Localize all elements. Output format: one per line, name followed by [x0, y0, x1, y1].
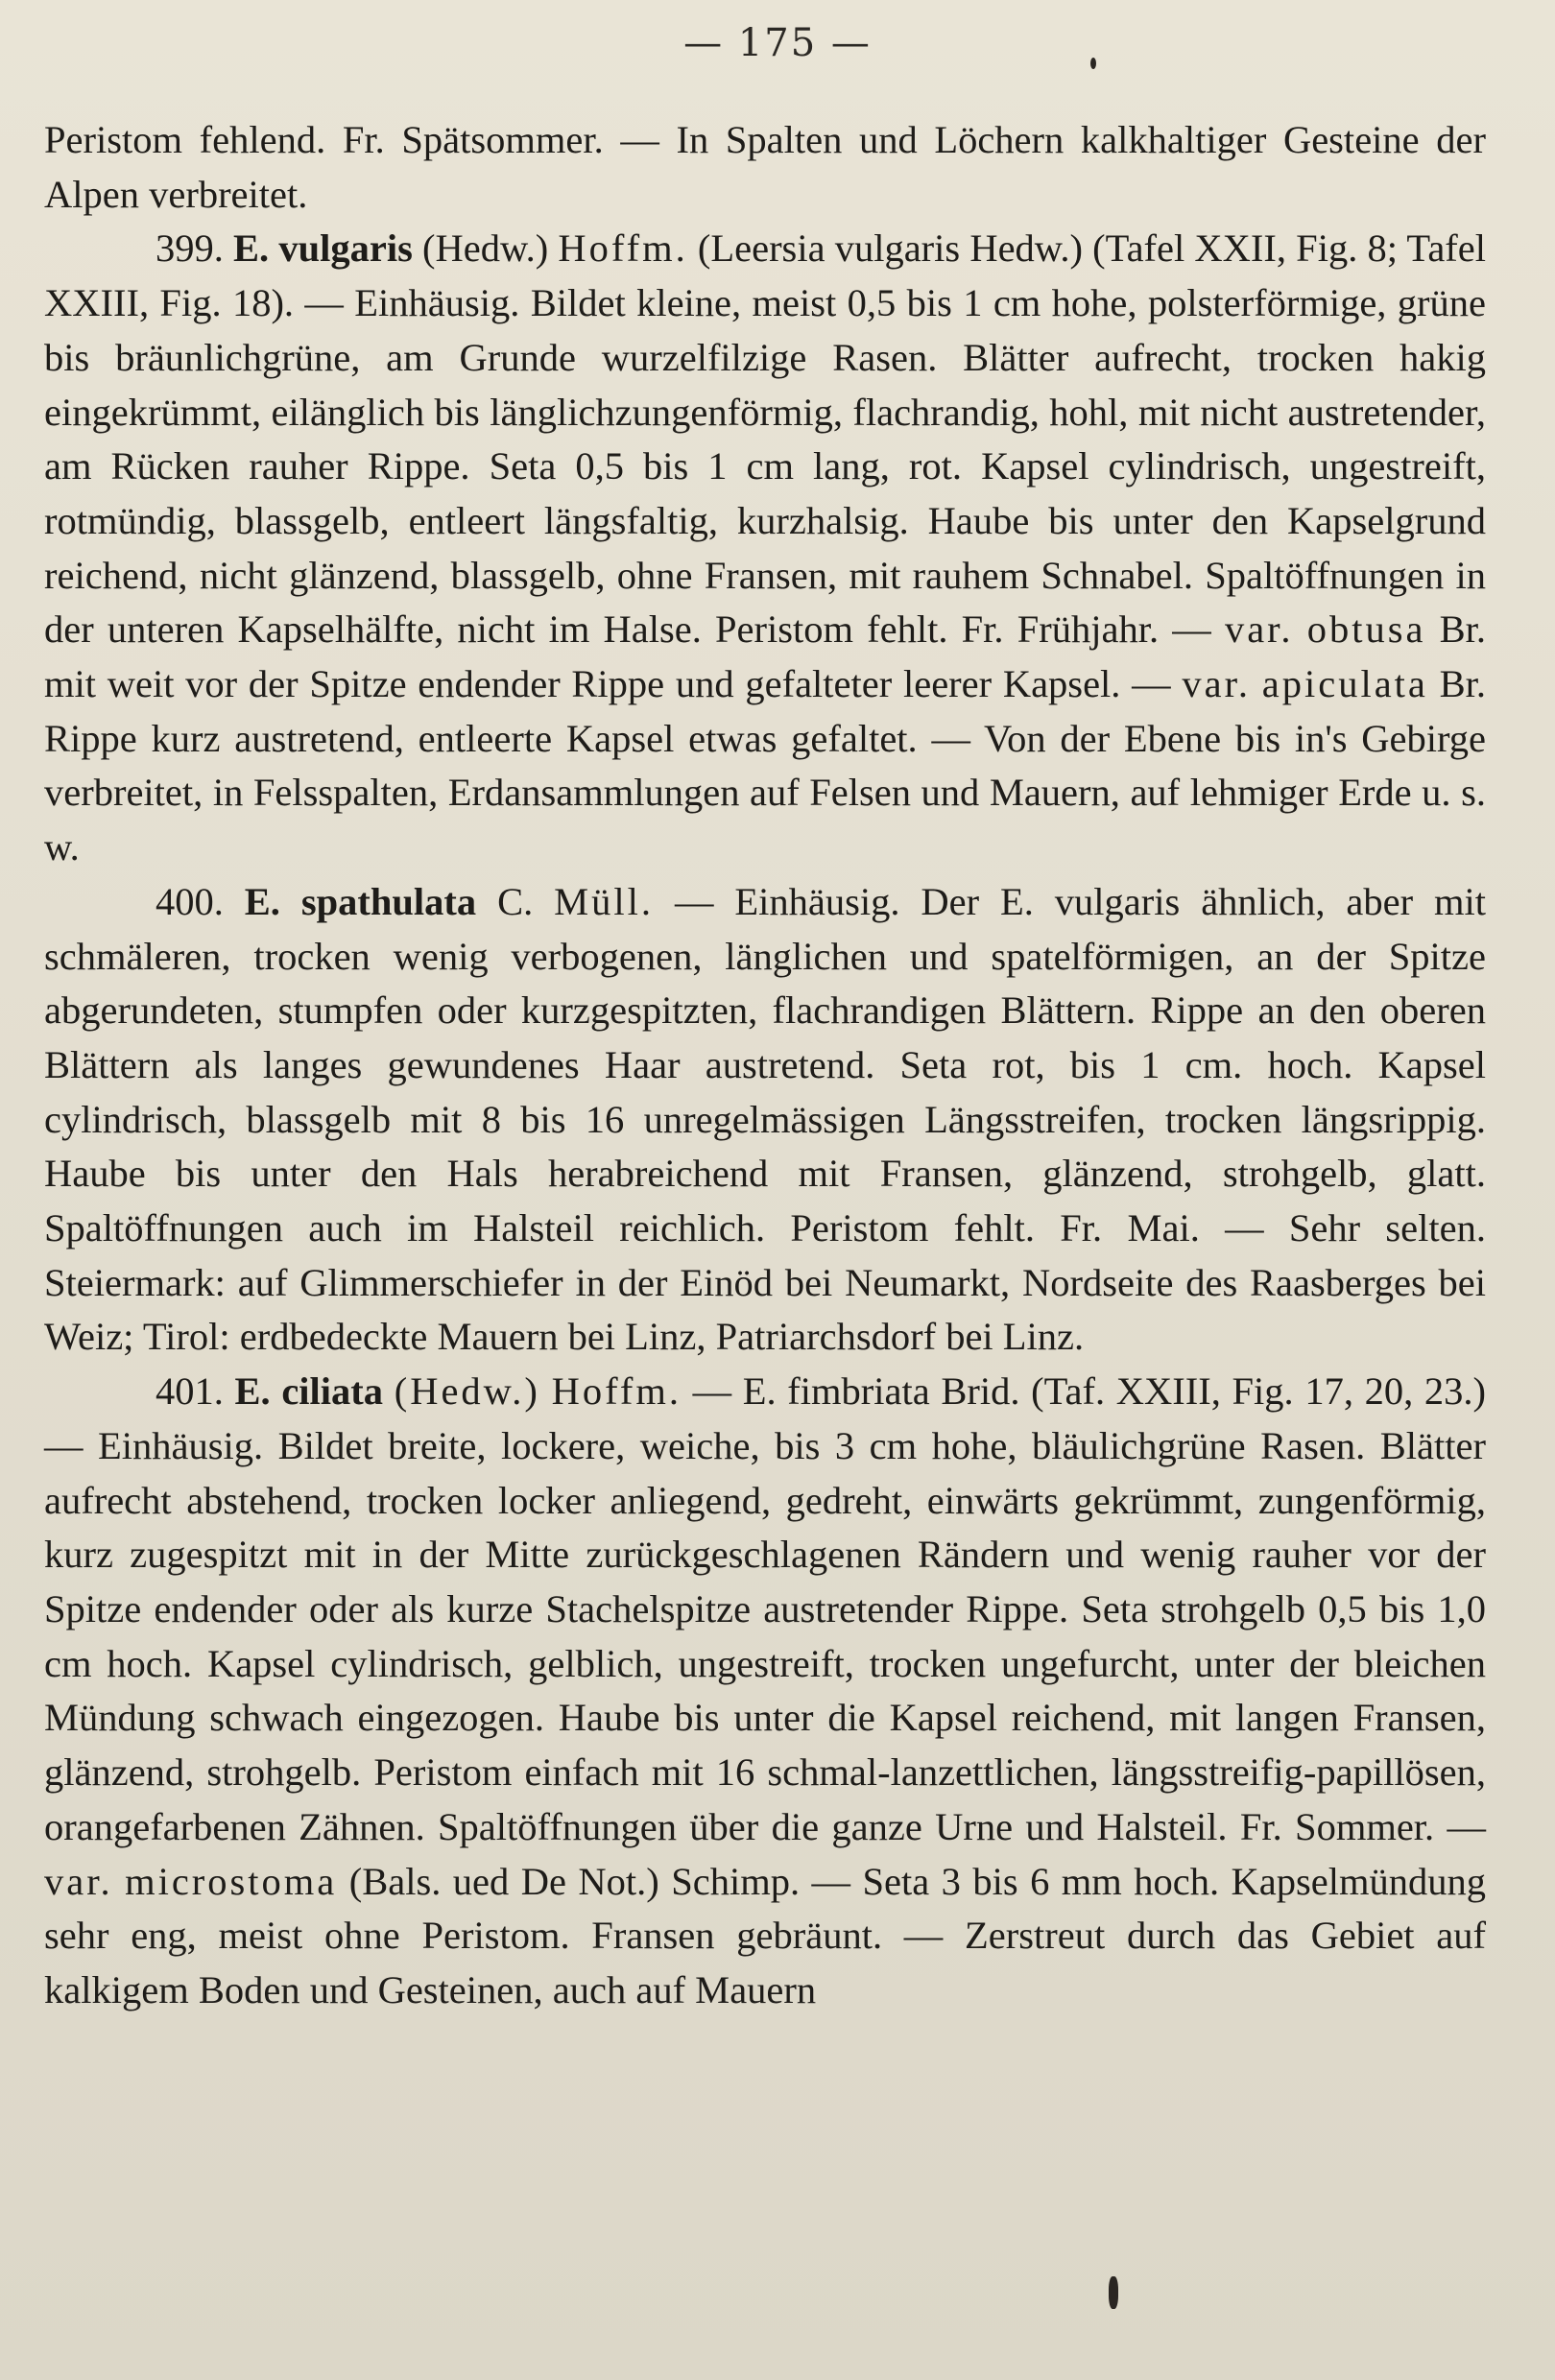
author-citation: (Hedw.): [394, 1369, 540, 1414]
paragraph-text: Peristom fehlend. Fr. Spätsommer. — In Spalten und Löchern kalkhaltiger Gesteine der Alpen verbreitet.: [44, 118, 1486, 216]
variety-label: var.: [1224, 607, 1294, 652]
species-entry-399: [44, 222, 1486, 874]
species-entry-401: [44, 1365, 1486, 2017]
page-number: — 175 —: [683, 21, 872, 65]
paragraph-continuation: [44, 113, 1486, 222]
variety-description: Br. Rippe kurz austretend, entleerte Kapsel etwas gefaltet. — Von der Ebene bis in's Gebirge verbreitet, in Felsspalten, Erdansammlungen auf Felsen und Mauern, auf lehmiger Erde u. s. w.: [44, 662, 1487, 869]
entry-number: 399.: [156, 226, 224, 271]
author-name: Müll.: [554, 879, 655, 923]
variety-name: apiculata: [1261, 662, 1428, 706]
variety-description: Br. mit weit vor der Spitze endender Rippe und gefalteter leerer Kapsel. —: [44, 607, 1487, 706]
ink-spot: [1090, 58, 1096, 69]
species-name: spathulata: [300, 879, 477, 923]
entry-description: (Leersia vulgaris Hedw.) (Tafel XXII, Fig. 8; Tafel XXIII, Fig. 18). — Einhäusig. Bildet kleine, meist 0,5 bis 1 cm hohe, polsterförmige, grüne bis bräunlichgrüne, am Grunde wurzelfilzige Rasen. Blätter aufrecht, trocken hakig eingekrümmt, eilänglich bis länglichzungenförmig, flachrandig, hohl, mit nicht austretender, am Rücken rauher Rippe. Seta 0,5 bis 1 cm lang, rot. Kapsel cylindrisch, ungestreift, rotmündig, blassgelb, entleert längsfaltig, kurzhalsig. Haube bis unter den Kapselgrund reichend, nicht glänzend, blassgelb, ohne Fransen, mit rauhem Schnabel. Spaltöffnungen in der unteren Kapselhälfte, nicht im Halse. Peristom fehlt. Fr. Frühjahr. —: [44, 226, 1487, 652]
body-text: [44, 113, 1486, 2018]
entry-description: — Einhäusig. Der E. vulgaris ähnlich, aber mit schmäleren, trocken wenig verbogenen, länglichen und spatelförmigen, an der Spitze abgerundeten, stumpfen oder kurzgespitzten, flachrandigen Blättern. Rippe an den oberen Blättern als langes gewundenes Haar austretend. Seta rot, bis 1 cm. hoch. Kapsel cylindrisch, blassgelb mit 8 bis 16 unregelmässigen Längsstreifen, trocken längsrippig. Haube bis unter den Hals herabreichend mit Fransen, glänzend, strohgelb, glatt. Spaltöffnungen auch im Halsteil reichlich. Peristom fehlt. Fr. Mai. — Sehr selten. Steiermark: auf Glimmerschiefer in der Einöd bei Neumarkt, Nordseite des Raasberges bei Weiz; Tirol: erdbedeckte Mauern bei Linz, Patriarchsdorf bei Linz.: [44, 879, 1487, 1359]
author-citation: C.: [497, 879, 534, 923]
genus-abbrev: E.: [233, 226, 270, 271]
author-citation: (Hedw.): [422, 226, 549, 271]
genus-abbrev: E.: [244, 879, 280, 923]
species-name: vulgaris: [278, 226, 413, 271]
ink-spot: [1109, 2276, 1118, 2309]
author-name: Hoffm.: [551, 1369, 682, 1414]
variety-name: microstoma: [125, 1859, 338, 1903]
author-name: Hoffm.: [558, 226, 688, 271]
entry-description: — E. fimbriata Brid. (Taf. XXIII, Fig. 17, 20, 23.) — Einhäusig. Bildet breite, lockere, weiche, bis 3 cm hohe, bläulichgrüne Rasen. Blätter aufrecht abstehend, trocken locker anliegend, gedreht, einwärts gekrümmt, zungenförmig, kurz zugespitzt mit in der Mitte zurückgeschlagenen Rändern und wenig rauher vor der Spitze endender oder als kurze Stachelspitze austretender Rippe. Seta strohgelb 0,5 bis 1,0 cm hoch. Kapsel cylindrisch, gelblich, ungestreift, trocken ungefurcht, unter der bleichen Mündung schwach eingezogen. Haube bis unter die Kapsel reichend, mit langen Fransen, glänzend, strohgelb. Peristom einfach mit 16 schmal-lanzettlichen, längsstreifig-papillösen, orangefarbenen Zähnen. Spaltöffnungen über die ganze Urne und Halsteil. Fr. Sommer. —: [44, 1369, 1487, 1848]
species-entry-400: [44, 875, 1486, 1365]
variety-label: var.: [44, 1859, 113, 1903]
variety-label: var.: [1182, 662, 1251, 706]
variety-description: (Bals. ued De Not.) Schimp. — Seta 3 bis 6 mm hoch. Kapselmündung sehr eng, meist ohne Peristom. Fransen gebräunt. — Zerstreut durch das Gebiet auf kalkigem Boden und Gesteinen, auch auf Mauern: [44, 1859, 1486, 2011]
entry-number: 401.: [156, 1369, 224, 1414]
variety-name: obtusa: [1306, 607, 1426, 652]
genus-abbrev: E.: [234, 1369, 271, 1414]
species-name: ciliata: [281, 1369, 384, 1414]
entry-number: 400.: [156, 879, 224, 923]
